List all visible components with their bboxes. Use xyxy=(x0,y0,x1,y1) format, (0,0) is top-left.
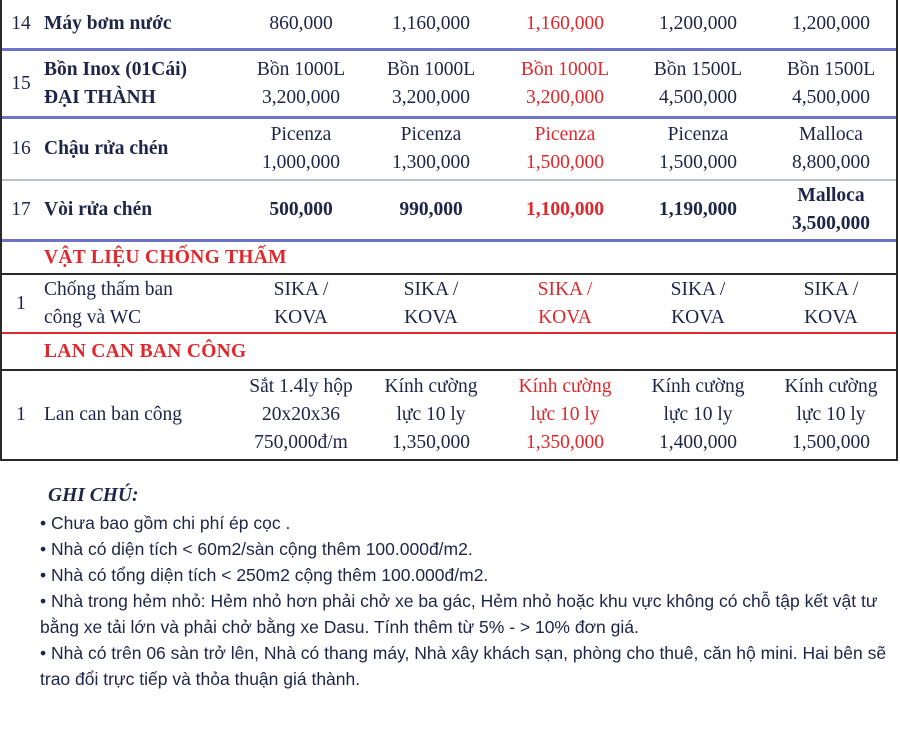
price-option-4: Picenza 1,500,000 xyxy=(659,124,737,173)
price-option-3: 1,100,000 xyxy=(526,199,604,220)
table-row xyxy=(2,369,896,459)
price-option-1: Picenza 1,000,000 xyxy=(262,124,340,173)
row-number: 1 xyxy=(16,404,26,425)
price-option-4: Kính cường lực 10 ly 1,400,000 xyxy=(651,376,745,453)
row-number: 14 xyxy=(11,13,31,34)
price-option-2: Kính cường lực 10 ly 1,350,000 xyxy=(384,376,478,453)
price-option-4: SIKA / KOVA xyxy=(670,278,726,328)
price-option-5: Malloca 8,800,000 xyxy=(792,124,870,173)
price-option-4: 1,200,000 xyxy=(659,13,737,34)
note-item: • Nhà có diện tích < 60m2/sàn cộng thêm 100.000đ/m2. xyxy=(40,539,473,559)
price-option-3: Bồn 1000L 3,200,000 xyxy=(520,58,610,108)
table-row xyxy=(2,48,896,116)
item-name: Máy bơm nước xyxy=(44,13,172,34)
table-row xyxy=(2,273,896,332)
item-name: Chậu rửa chén xyxy=(44,138,169,159)
price-option-3: 1,160,000 xyxy=(526,13,604,34)
price-option-5: Malloca 3,500,000 xyxy=(792,185,870,234)
item-name: Vòi rửa chén xyxy=(44,199,153,220)
price-option-1: Sắt 1.4ly hộp 20x20x36 750,000đ/m xyxy=(249,376,353,453)
section-header xyxy=(2,332,896,369)
price-option-1: 500,000 xyxy=(269,199,333,220)
price-option-1: SIKA / KOVA xyxy=(273,278,329,328)
price-option-4: 1,190,000 xyxy=(659,199,737,220)
item-name: Chống thấm ban công và WC xyxy=(44,278,173,328)
section-title: VẬT LIỆU CHỐNG THẤM xyxy=(44,246,287,268)
price-option-5: 1,200,000 xyxy=(792,13,870,34)
row-number: 1 xyxy=(16,292,26,314)
table-row xyxy=(2,0,896,48)
price-option-4: Bồn 1500L 4,500,000 xyxy=(653,58,743,108)
table-row xyxy=(2,116,896,179)
note-item: • Chưa bao gồm chi phí ép cọc . xyxy=(40,513,291,533)
price-option-2: Picenza 1,300,000 xyxy=(392,124,470,173)
notes-section xyxy=(40,482,890,692)
price-option-5: SIKA / KOVA xyxy=(803,278,859,328)
price-option-2: Bồn 1000L 3,200,000 xyxy=(386,58,476,108)
notes-title: GHI CHÚ: xyxy=(48,485,139,506)
price-option-2: 1,160,000 xyxy=(392,13,470,34)
note-item: • Nhà trong hẻm nhỏ: Hẻm nhỏ hơn phải chở xe ba gác, Hẻm nhỏ hoặc khu vực không có chỗ tập kết vật tư bằng xe tải lớn và phải chở bằng xe Dasu. Tính thêm từ 5% - > 10% đơn giá. xyxy=(40,591,878,637)
item-name: Lan can ban công xyxy=(44,404,183,425)
section-title: LAN CAN BAN CÔNG xyxy=(44,340,247,362)
price-option-3: SIKA / KOVA xyxy=(537,278,593,328)
price-option-2: SIKA / KOVA xyxy=(403,278,459,328)
price-option-3: Kính cường lực 10 ly 1,350,000 xyxy=(518,376,612,453)
price-option-5: Bồn 1500L 4,500,000 xyxy=(786,58,876,108)
section-header xyxy=(2,239,896,273)
price-option-3: Picenza 1,500,000 xyxy=(526,124,604,173)
price-option-1: 860,000 xyxy=(269,13,333,34)
note-item: • Nhà có trên 06 sàn trở lên, Nhà có thang máy, Nhà xây khách sạn, phòng cho thuê, căn hộ mini. Hai bên sẽ trao đổi trực tiếp và thỏa thuận giá thành. xyxy=(40,643,887,689)
price-option-1: Bồn 1000L 3,200,000 xyxy=(256,58,346,108)
price-option-5: Kính cường lực 10 ly 1,500,000 xyxy=(784,376,878,453)
note-item: • Nhà có tổng diện tích < 250m2 cộng thêm 100.000đ/m2. xyxy=(40,565,489,585)
table-row xyxy=(2,179,896,239)
price-option-2: 990,000 xyxy=(399,199,463,220)
item-name: Bồn Inox (01Cái) ĐẠI THÀNH xyxy=(44,58,188,108)
row-number: 15 xyxy=(11,72,31,94)
row-number: 17 xyxy=(11,199,31,220)
row-number: 16 xyxy=(11,138,31,159)
